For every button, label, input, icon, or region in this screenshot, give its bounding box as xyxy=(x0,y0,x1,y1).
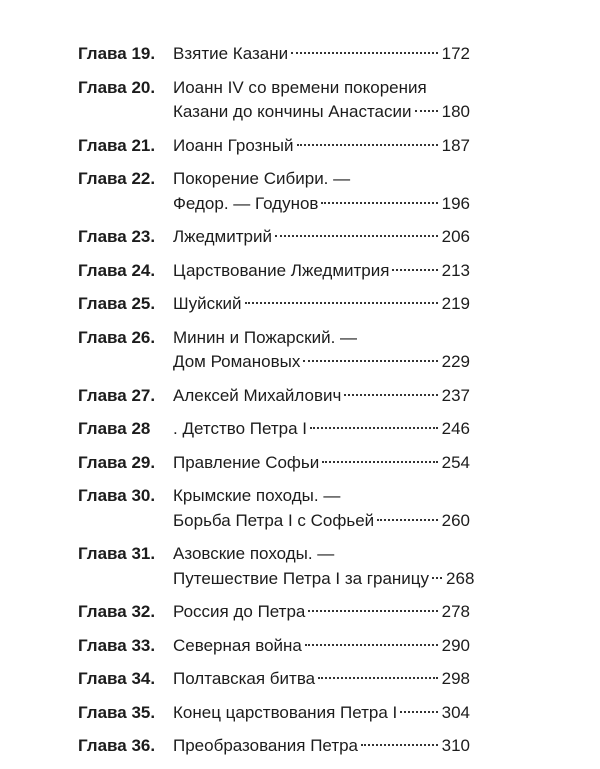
chapter-num: 28 xyxy=(131,419,151,438)
dot-leader xyxy=(297,144,438,146)
dot-leader xyxy=(361,744,438,746)
chapter-title-line: Азовские походы. — xyxy=(173,544,335,563)
page-number: 246 xyxy=(441,419,470,438)
chapter-number xyxy=(78,452,173,474)
toc-entry[interactable] xyxy=(78,135,470,157)
chapter-number xyxy=(78,385,173,407)
chapter-title xyxy=(173,452,470,474)
chapter-title-line: Покорение Сибири. — xyxy=(173,169,351,188)
chapter-title-line: Путешествие Петра I за границу xyxy=(173,568,430,588)
chapter-title-line: Северная война xyxy=(173,635,302,655)
chapter-number xyxy=(78,601,173,623)
chapter-title xyxy=(173,735,470,757)
dot-leader xyxy=(377,519,437,521)
toc-entry[interactable] xyxy=(78,293,470,315)
page-number: 290 xyxy=(441,635,470,655)
toc-entry[interactable] xyxy=(78,485,470,532)
toc-entry[interactable] xyxy=(78,385,470,407)
dot-leader xyxy=(344,394,437,396)
toc-entry[interactable] xyxy=(78,77,470,124)
chapter-number xyxy=(78,226,173,248)
chapter-title xyxy=(173,418,470,440)
chapter-title xyxy=(173,543,475,590)
chapter-title xyxy=(173,77,470,124)
chapter-label: Глава xyxy=(78,544,127,563)
chapter-number xyxy=(78,543,173,565)
chapter-num: 25. xyxy=(131,294,156,313)
chapter-label: Глава xyxy=(78,44,127,63)
chapter-num: 23. xyxy=(131,227,156,246)
chapter-number xyxy=(78,735,173,757)
chapter-label: Глава xyxy=(78,669,127,688)
dot-leader xyxy=(305,644,438,646)
toc-entry[interactable] xyxy=(78,327,470,374)
chapter-num: 31. xyxy=(131,544,156,563)
chapter-title-line: Шуйский xyxy=(173,294,242,313)
dot-leader xyxy=(322,461,437,463)
dot-leader xyxy=(245,302,438,304)
page-number: 310 xyxy=(441,736,470,755)
chapter-label: Глава xyxy=(78,227,127,246)
toc-entry[interactable] xyxy=(78,168,470,215)
chapter-number xyxy=(78,135,173,157)
chapter-title-line: Крымские походы. — xyxy=(173,486,341,505)
chapter-num: 33. xyxy=(131,635,156,655)
chapter-title-line: Преобразования Петра xyxy=(173,736,359,755)
chapter-num: 32. xyxy=(131,602,156,621)
chapter-title-line: Полтавская битва xyxy=(173,669,316,688)
chapter-label: Глава xyxy=(78,702,127,722)
chapter-number xyxy=(78,77,173,99)
chapter-title-line: Россия до Петра xyxy=(173,602,306,621)
chapter-num: 21. xyxy=(131,135,156,155)
toc-entry[interactable] xyxy=(78,635,470,657)
page-number: 254 xyxy=(441,452,470,472)
dot-leader xyxy=(400,711,437,713)
chapter-label: Глава xyxy=(78,452,127,472)
chapter-num: 22. xyxy=(131,169,156,188)
chapter-title xyxy=(173,260,470,282)
chapter-title xyxy=(173,385,470,407)
page-number: 187 xyxy=(441,135,470,155)
chapter-title-line: Конец царствования Петра I xyxy=(173,702,398,722)
chapter-number xyxy=(78,635,173,657)
chapter-num: 30. xyxy=(131,486,156,505)
chapter-label: Глава xyxy=(78,260,127,280)
chapter-title-line: Иоанн Грозный xyxy=(173,135,294,155)
chapter-number xyxy=(78,293,173,315)
chapter-title-line: . Детство Петра I xyxy=(173,419,307,438)
page-number: 237 xyxy=(441,385,470,405)
page-number: 219 xyxy=(441,294,470,313)
chapter-num: 20. xyxy=(131,77,156,97)
chapter-title xyxy=(173,226,470,248)
chapter-num: 24. xyxy=(131,260,156,280)
table-of-contents xyxy=(78,43,475,769)
page-number: 304 xyxy=(441,702,470,722)
chapter-title xyxy=(173,43,470,65)
chapter-title xyxy=(173,168,470,215)
chapter-title-line: Лжедмитрий xyxy=(173,227,272,246)
chapter-title-line: Казани до кончины Анастасии xyxy=(173,102,412,121)
chapter-number xyxy=(78,702,173,724)
chapter-num: 27. xyxy=(131,385,156,405)
chapter-title-line: Алексей Михайлович xyxy=(173,385,342,405)
chapter-title-line: Дом Романовых xyxy=(173,352,301,371)
dot-leader xyxy=(392,269,437,271)
chapter-label: Глава xyxy=(78,419,127,438)
dot-leader xyxy=(318,677,438,679)
page-number: 172 xyxy=(441,44,470,63)
chapter-title xyxy=(173,635,470,657)
chapter-label: Глава xyxy=(78,602,127,621)
dot-leader xyxy=(303,360,437,362)
chapter-num: 26. xyxy=(131,327,156,347)
dot-leader xyxy=(310,427,438,429)
chapter-number xyxy=(78,418,173,440)
chapter-number xyxy=(78,668,173,690)
page-number: 180 xyxy=(441,102,470,121)
toc-entry[interactable] xyxy=(78,543,475,590)
toc-entry[interactable] xyxy=(78,418,470,440)
chapter-title xyxy=(173,135,470,157)
dot-leader xyxy=(415,110,438,112)
toc-entry[interactable] xyxy=(78,260,470,282)
chapter-num: 19. xyxy=(131,44,156,63)
chapter-label: Глава xyxy=(78,135,127,155)
chapter-number xyxy=(78,327,173,349)
page-number: 268 xyxy=(446,568,475,588)
chapter-title xyxy=(173,668,470,690)
page-number: 260 xyxy=(441,510,470,530)
chapter-title-line: Минин и Пожарский. — xyxy=(173,327,358,347)
chapter-title xyxy=(173,702,470,724)
page-number: 278 xyxy=(441,602,470,621)
toc-entry[interactable] xyxy=(78,452,470,474)
chapter-num: 29. xyxy=(131,452,156,472)
chapter-label: Глава xyxy=(78,77,127,97)
chapter-num: 34. xyxy=(131,669,156,688)
page-number: 196 xyxy=(441,193,470,213)
dot-leader xyxy=(275,235,438,237)
chapter-title-line: Федор. — Годунов xyxy=(173,193,319,213)
page-number: 213 xyxy=(441,260,470,280)
dot-leader xyxy=(308,610,437,612)
toc-entry[interactable] xyxy=(78,668,470,690)
toc-entry[interactable] xyxy=(78,735,470,757)
chapter-label: Глава xyxy=(78,635,127,655)
toc-entry[interactable] xyxy=(78,226,470,248)
chapter-number xyxy=(78,485,173,507)
page-number: 206 xyxy=(441,227,470,246)
toc-entry[interactable] xyxy=(78,702,470,724)
chapter-label: Глава xyxy=(78,294,127,313)
page-number: 229 xyxy=(441,352,470,371)
chapter-title xyxy=(173,485,470,532)
toc-entry[interactable] xyxy=(78,43,470,65)
chapter-title xyxy=(173,327,470,374)
dot-leader xyxy=(321,202,437,204)
chapter-label: Глава xyxy=(78,486,127,505)
chapter-title-line: Борьба Петра I с Софьей xyxy=(173,510,375,530)
chapter-label: Глава xyxy=(78,327,127,347)
chapter-number xyxy=(78,43,173,65)
chapter-num: 36. xyxy=(131,736,156,755)
page-number: 298 xyxy=(441,669,470,688)
chapter-title-line: Царствование Лжедмитрия xyxy=(173,260,390,280)
chapter-label: Глава xyxy=(78,169,127,188)
chapter-num: 35. xyxy=(131,702,156,722)
chapter-title xyxy=(173,601,470,623)
chapter-label: Глава xyxy=(78,736,127,755)
chapter-title-line: Взятие Казани xyxy=(173,44,289,63)
chapter-label: Глава xyxy=(78,385,127,405)
dot-leader xyxy=(432,577,442,579)
chapter-number xyxy=(78,260,173,282)
toc-entry[interactable] xyxy=(78,601,470,623)
chapter-title xyxy=(173,293,470,315)
chapter-number xyxy=(78,168,173,190)
chapter-title-line: Иоанн IV со времени покорения xyxy=(173,77,427,97)
dot-leader xyxy=(291,52,438,54)
chapter-title-line: Правление Софьи xyxy=(173,452,320,472)
